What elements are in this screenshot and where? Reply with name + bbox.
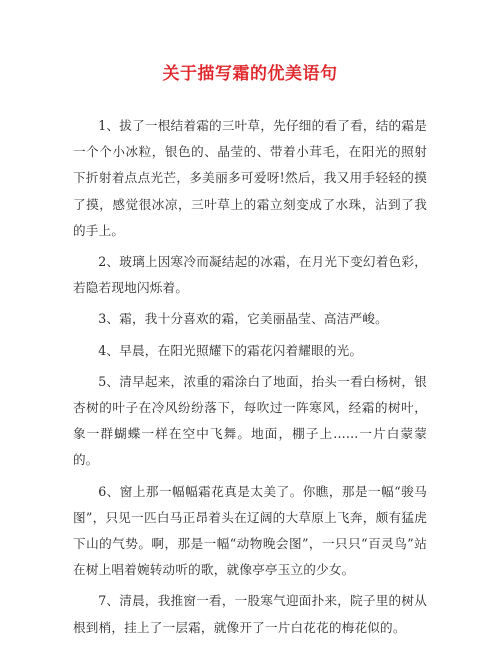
page-title: 关于描写霜的优美语句: [162, 64, 338, 84]
paragraph-7: 7、清晨，我推窗一看，一股寒气迎面扑来，院子里的树从根到梢，挂上了一层霜，就像开了一片白花花的梅花似的。: [73, 593, 427, 635]
article-body: [73, 113, 427, 646]
paragraph-3: 3、霜，我十分喜欢的霜，它美丽晶莹、高洁严峻。: [98, 311, 388, 327]
paragraph-2: 2、玻璃上因寒冷而凝结起的冰霜，在月光下变幻着色彩，若隐若现地闪烁着。: [73, 254, 427, 296]
paragraph-6: 6、窗上那一幅幅霜花真是太美了。你瞧，那是一幅“骏马图”，只见一匹白马正昂着头在辽阔的大草原上飞奔，颇有猛虎下山的气势。啊，那是一幅“动物晚会图”，一只只“百灵鸟”站在树上唱着婉转动听的歌，就像亭亭玉立的少女。: [73, 483, 427, 578]
paragraph-4: 4、早晨，在阳光照耀下的霜花闪着耀眼的光。: [98, 342, 363, 358]
paragraph-5: 5、清早起来，浓重的霜涂白了地面，抬头一看白杨树，银杏树的叶子在冷风纷纷落下，每吹过一阵寒风，经霜的树叶，象一群蝴蝶一样在空中飞舞。地面，棚子上......一片白蒙蒙的。: [73, 373, 427, 468]
paragraph-1: 1、拔了一根结着霜的三叶草，先仔细的看了看，结的霜是一个个小冰粒，银色的、晶莹的、带着小茸毛，在阳光的照射下折射着点点光芒，多美丽多可爱呀!然后，我又用手轻轻的摸了摸，感觉很冰凉，三叶草上的霜立刻变成了水珠，沾到了我的手上。: [73, 118, 427, 238]
